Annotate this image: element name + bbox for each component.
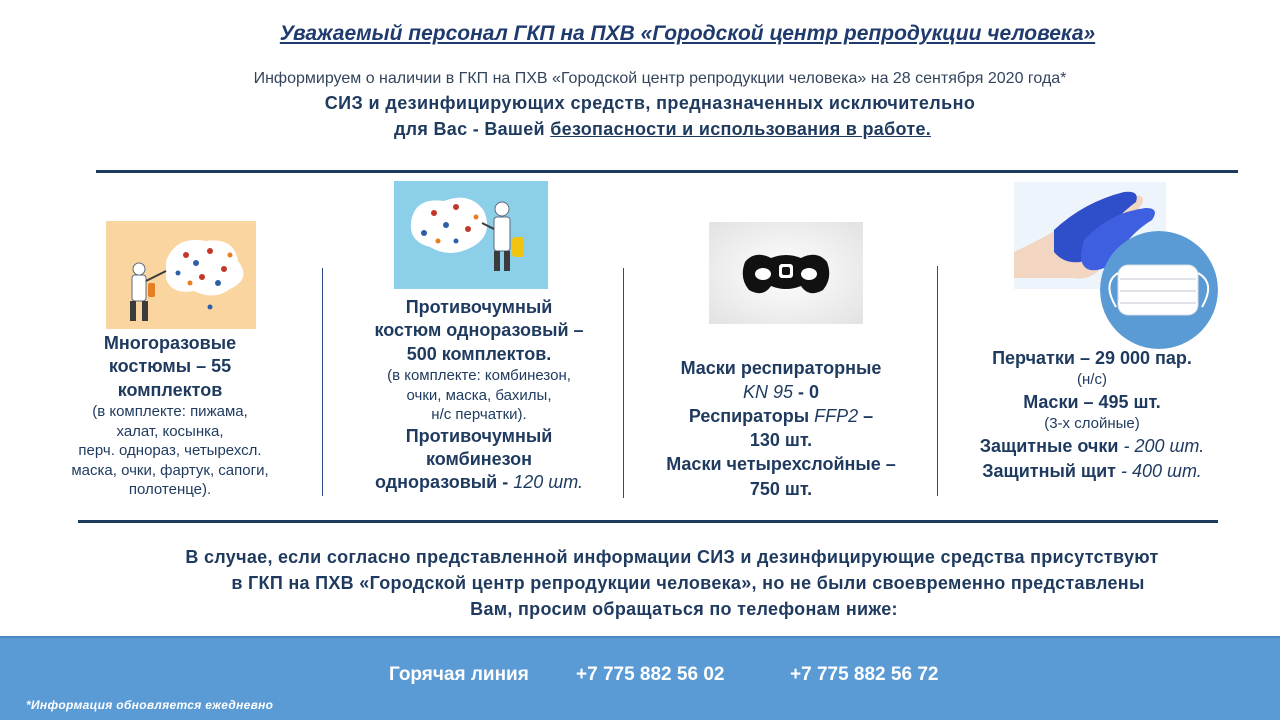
top-divider: [96, 170, 1238, 173]
hotline-phone-1[interactable]: +7 775 882 56 02: [576, 664, 725, 685]
column-respirators: Маски респираторные KN 95 - 0 Респираторы FFP2 – 130 шт. Маски четырехслойные – 750 шт.: [666, 358, 896, 499]
disinfection-illustration-1: [106, 221, 256, 329]
column-gloves-masks: Перчатки – 29 000 пар. (н/с) Маски – 495 шт. (3-х слойные) Защитные очки - 200 шт. Защитный щит - 400 шт.: [979, 348, 1205, 481]
notice-line3: Вам, просим обращаться по телефонам ниже:: [470, 599, 898, 619]
column-divider: [322, 268, 323, 496]
info-line: Информируем о наличии в ГКП на ПХВ «Городской центр репродукции человека» на 28 сентября 2020 года*: [253, 70, 1067, 87]
column-reusable-suits: Многоразовые костюмы – 55 комплектов (в комплекте: пижама, халат, косынка, перч. однораз, четырехсл. маска, очки, фартук, сапоги, полотенце).: [71, 333, 269, 499]
footnote: *Информация обновляется ежедневно: [26, 698, 274, 712]
siz-heading-line1: СИЗ и дезинфицирующих средств, предназначенных исключительно: [324, 93, 976, 113]
hotline-phone-2[interactable]: +7 775 882 56 72: [790, 664, 939, 685]
hotline-label: Горячая линия: [389, 664, 529, 685]
respirator-mask-image: [709, 222, 863, 324]
face-mask-image: [1100, 231, 1218, 349]
notice-line2: в ГКП на ПХВ «Городской центр репродукции человека», но не были своевременно представлены: [231, 573, 1145, 593]
bottom-divider: [78, 520, 1218, 523]
column-plague-suit: Противочумный костюм одноразовый – 500 комплектов. (в комплекте: комбинезон, очки, маска, бахилы, н/с перчатки). Противочумный комбинезон одноразовый - 120 шт.: [374, 297, 584, 493]
disinfection-illustration-2: [394, 181, 548, 289]
column-divider: [937, 266, 938, 496]
siz-heading-line2: для Вас - Вашей безопасности и использования в работе.: [393, 119, 932, 139]
page-title: Уважаемый персонал ГКП на ПХВ «Городской центр репродукции человека»: [279, 22, 1096, 45]
notice-line1: В случае, если согласно представленной информации СИЗ и дезинфицирующие средства присутствуют: [185, 547, 1159, 567]
